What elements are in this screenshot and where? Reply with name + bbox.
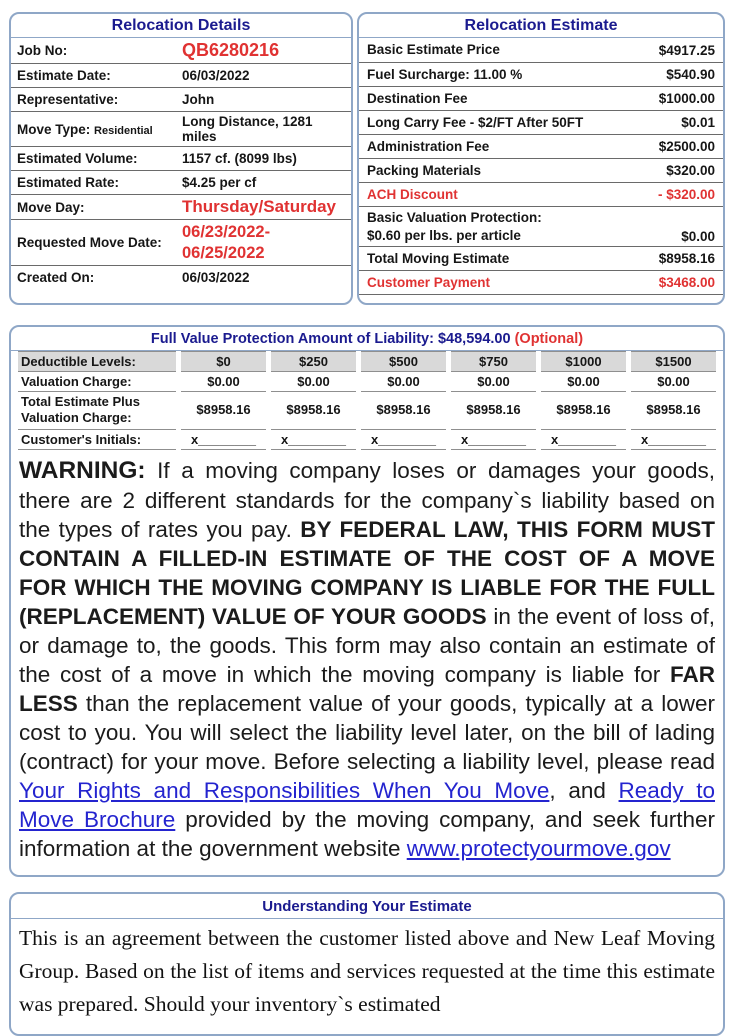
deductible-value: $500 [361,351,446,372]
basic-valuation-protection-label: Basic Valuation Protection: $0.60 per lbs. per article [367,210,542,243]
row-total-moving-estimate [359,246,723,270]
deductible-value: $1500 [631,351,716,372]
rights-responsibilities-link[interactable]: Your Rights and Responsibilities When You Move [19,778,550,804]
customer-initials-label: Customer's Initials: [18,430,176,450]
far-less-bold-text: FAR LESS [19,662,715,717]
administration-fee-value: $2500.00 [658,139,715,154]
long-carry-fee-label: Long Carry Fee - $2/FT After 50FT [367,114,584,130]
total-estimate-plus-valuation-row [18,392,716,430]
row-administration-fee [359,134,723,158]
requested-move-date-value: 06/23/2022-06/25/2022 [182,223,271,262]
total-plus-valuation-value: $8958.16 [181,392,266,430]
customer-initials-field[interactable]: x________ [271,430,356,450]
total-plus-valuation-value: $8958.16 [361,392,446,430]
estimate-table-filler [359,294,723,303]
total-plus-valuation-value: $8958.16 [631,392,716,430]
deductible-levels-label: Deductible Levels: [18,351,176,372]
protectyourmove-link[interactable]: www.protectyourmove.gov [406,836,671,862]
estimated-volume-value: 1157 cf. (8099 lbs) [182,151,297,166]
customer-initials-field[interactable]: x________ [361,430,446,450]
customer-initials-field[interactable]: x________ [451,430,536,450]
destination-fee-label: Destination Fee [367,90,468,106]
relocation-details-title: Relocation Details [11,14,351,38]
row-requested-move-date [11,219,351,265]
liability-table [13,351,721,450]
row-estimated-rate [11,170,351,194]
estimated-rate-label: Estimated Rate: [17,175,120,190]
fuel-surcharge-label: Fuel Surcharge: 11.00 % [367,66,523,82]
customer-payment-value: $3468.00 [658,275,715,291]
total-plus-valuation-value: $8958.16 [271,392,356,430]
deductible-value: $1000 [541,351,626,372]
row-move-day [11,194,351,219]
optional-label: (Optional) [514,331,584,348]
row-destination-fee [359,86,723,110]
created-on-label: Created On: [17,270,95,286]
row-fuel-surcharge [359,62,723,86]
representative-value: John [182,92,215,107]
customer-initials-field[interactable]: x________ [541,430,626,450]
understanding-section [9,892,725,1036]
destination-fee-value: $1000.00 [658,91,715,106]
deductible-value: $250 [271,351,356,372]
row-customer-payment [359,270,723,294]
row-move-type [11,111,351,146]
federal-law-bold-text: BY FEDERAL LAW, THIS FORM MUST CONTAIN A FILLED-IN ESTIMATE OF THE COST OF A MOVE FOR WHICH THE MOVING COMPANY IS LIABLE FOR THE FULL (REPLACEMENT) VALUE OF YOUR GOODS [19,517,715,630]
customer-initials-field[interactable]: x________ [181,430,266,450]
job-no-label: Job No: [17,43,68,58]
created-on-value: 06/03/2022 [182,270,250,286]
row-estimated-volume [11,146,351,170]
customer-initials-row [18,430,716,450]
packing-materials-label: Packing Materials [367,162,482,178]
valuation-charge-value: $0.00 [631,372,716,392]
valuation-charge-row [18,372,716,392]
fuel-surcharge-value: $540.90 [666,67,715,82]
valuation-charge-value: $0.00 [541,372,626,392]
packing-materials-value: $320.00 [666,163,715,178]
valuation-charge-value: $0.00 [181,372,266,392]
relocation-estimate-table [357,12,725,305]
row-job-no [11,38,351,63]
valuation-charge-value: $0.00 [451,372,536,392]
federal-warning-paragraph: WARNING: If a moving company loses or damages your goods, there are 2 different standards for the company`s liability based on the types of rates you pay. BY FEDERAL LAW, THIS FORM MUST CONTAIN A FILLED-IN ESTIMATE OF THE COST OF A MOVE FOR WHICH THE MOVING COMPANY IS LIABLE FOR THE FULL (REPLACEMENT) VALUE OF YOUR GOODS in the event of loss of, or damage to, the goods. This form may also contain an estimate of the cost of a move in which the moving company is liable for FAR LESS than the replacement value of your goods, typically at a lower cost to you. You will select the liability level later, on the bill of lading (contract) for your move. Before selecting a liability level, please read Your Rights and Responsibilities When You Move, and Ready to Move Brochure provided by the moving company, and seek further information at the government website www.protectyourmove.gov [19,456,716,862]
estimated-rate-value: $4.25 per cf [182,175,257,190]
row-representative [11,87,351,111]
row-created-on [11,265,351,289]
total-moving-estimate-value: $8958.16 [658,251,715,267]
row-long-carry-fee [359,110,723,134]
ach-discount-label: ACH Discount [367,186,458,202]
customer-initials-field[interactable]: x________ [631,430,716,450]
move-type-label: Move Type: Residential [17,121,153,137]
deductible-levels-row [18,351,716,372]
total-estimate-plus-valuation-label: Total Estimate Plus Valuation Charge: [18,392,176,430]
valuation-charge-label: Valuation Charge: [18,372,176,392]
move-day-value: Thursday/Saturday [182,197,336,216]
full-value-protection-section [9,325,725,877]
estimated-volume-label: Estimated Volume: [17,151,138,166]
customer-payment-label: Customer Payment [367,274,491,290]
ready-to-move-brochure-link[interactable]: Ready to Move Brochure [19,778,716,833]
row-ach-discount [359,182,723,206]
administration-fee-label: Administration Fee [367,138,490,154]
top-tables-row [9,12,725,305]
deductible-value: $750 [451,351,536,372]
basic-estimate-price-value: $4917.25 [658,42,715,58]
total-plus-valuation-value: $8958.16 [451,392,536,430]
ach-discount-value: - $320.00 [657,187,715,202]
basic-valuation-protection-value: $0.00 [681,229,715,245]
valuation-charge-value: $0.00 [361,372,446,392]
warning-lead: WARNING: [19,456,146,484]
row-basic-estimate-price [359,38,723,62]
full-value-protection-title: Full Value Protection Amount of Liability: $48,594.00 (Optional) [11,327,723,351]
total-plus-valuation-value: $8958.16 [541,392,626,430]
job-no-value: QB6280216 [182,40,280,60]
basic-estimate-price-label: Basic Estimate Price [367,42,500,58]
total-moving-estimate-label: Total Moving Estimate [367,250,510,266]
understanding-title: Understanding Your Estimate [11,894,723,919]
estimate-date-value: 06/03/2022 [182,68,250,83]
deductible-value: $0 [181,351,266,372]
move-day-label: Move Day: [17,199,85,215]
row-estimate-date [11,63,351,87]
move-type-value: Long Distance, 1281 miles [182,114,313,144]
representative-label: Representative: [17,92,119,107]
long-carry-fee-value: $0.01 [681,115,715,130]
row-basic-valuation-protection [359,206,723,246]
relocation-estimate-title: Relocation Estimate [359,14,723,38]
estimate-date-label: Estimate Date: [17,68,111,83]
understanding-paragraph: This is an agreement between the customer listed above and New Leaf Moving Group. Based on the list of items and services requested at the time this estimate was prepared. Should your inventory`s estimated [19,926,715,1016]
relocation-details-table [9,12,353,305]
move-type-sublabel: Residential [94,124,153,137]
valuation-charge-value: $0.00 [271,372,356,392]
requested-move-date-label: Requested Move Date: [17,235,162,251]
row-packing-materials [359,158,723,182]
